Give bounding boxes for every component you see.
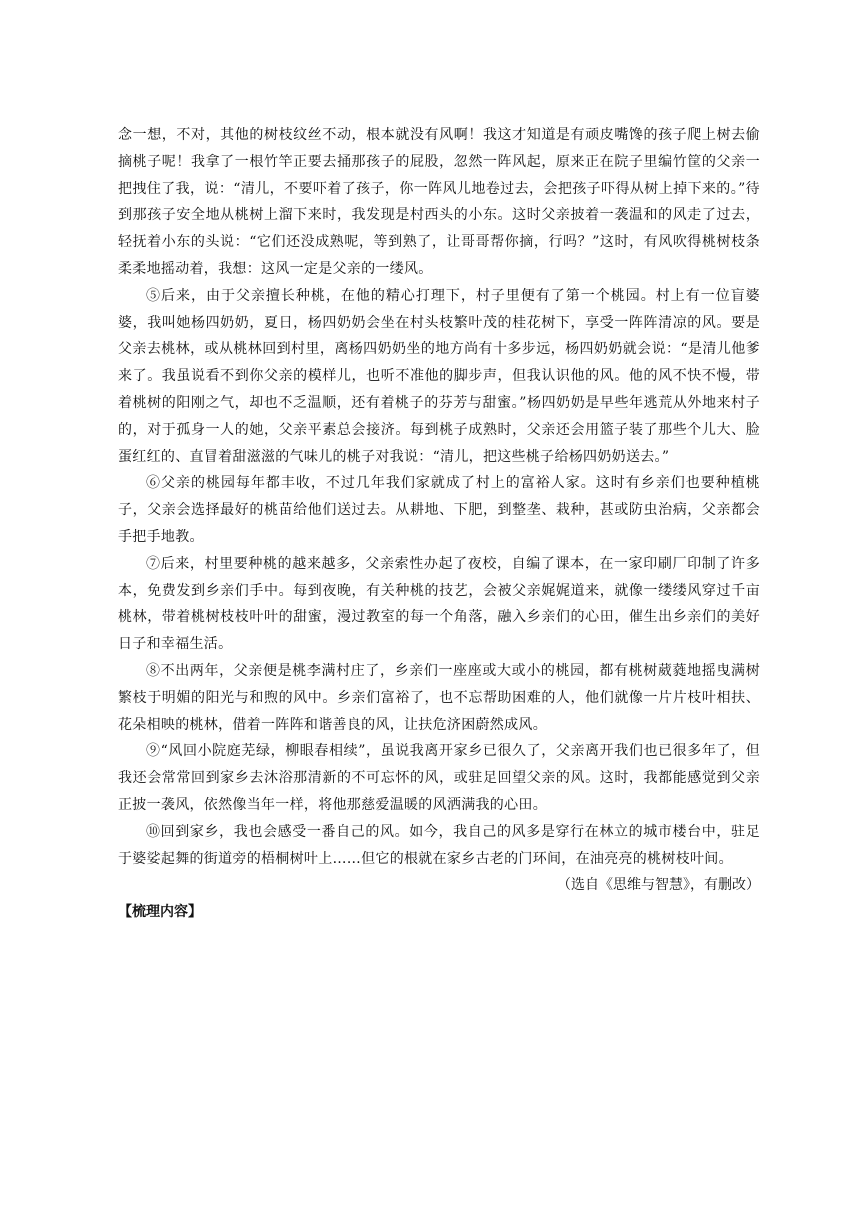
article-paragraph-10: ⑩回到家乡，我也会感受一番自己的风。如今，我自己的风多是穿行在林立的城市楼台中，驻足于婆娑起舞的街道旁的梧桐树叶上……但它的根就在家乡古老的门环间，在油亮亮的桃树枝叶间。 bbox=[118, 823, 760, 867]
article-paragraph-continued: 念一想，不对，其他的树枝纹丝不动，根本就没有风啊！我这才知道是有顽皮嘴馋的孩子爬上树去偷摘桃子呢！我拿了一根竹竿正要去捅那孩子的屁股，忽然一阵风起，原来正在院子里编竹筐的父亲一把拽住了我，说：“清儿，不要吓着了孩子，你一阵风儿地卷过去，会把孩子吓得从树上掉下来的。”待到那孩子安全地从桃树上溜下来时，我发现是村西头的小东。这时父亲披着一袭温和的风走了过去，轻抚着小东的头说：“它们还没成熟呢，等到熟了，让哥哥帮你摘，行吗？”这时，有风吹得桃树枝条柔柔地摇动着，我想：这风一定是父亲的一缕风。 bbox=[118, 127, 760, 277]
article-paragraph-9: ⑨“风回小院庭芜绿，柳眼春相续”，虽说我离开家乡已很久了，父亲离开我们也已很多年了，但我还会常常回到家乡去沐浴那清新的不可忘怀的风，或驻足回望父亲的风。这时，我都能感觉到父亲正披一袭风，依然像当年一样，将他那慈爱温暖的风洒满我的心田。 bbox=[118, 743, 760, 813]
article-paragraph-5: ⑤后来，由于父亲擅长种桃，在他的精心打理下，村子里便有了第一个桃园。村上有一位盲婆婆，我叫她杨四奶奶，夏日，杨四奶奶会坐在村头枝繁叶茂的桂花树下，享受一阵阵清凉的风。要是父亲去桃林，或从桃林回到村里，离杨四奶奶坐的地方尚有十多步远，杨四奶奶就会说：“是清儿他爹来了。我虽说看不到你父亲的模样儿，也听不准他的脚步声，但我认识他的风。他的风不快不慢，带着桃树的阳刚之气，却也不乏温顺，还有着桃子的芬芳与甜蜜。”杨四奶奶是早些年逃荒从外地来村子的，对于孤身一人的她，父亲平素总会接济。每到桃子成熟时，父亲还会用篮子装了那些个儿大、脸蛋红红的、直冒着甜滋滋的气味儿的桃子对我说：“清儿，把这些桃子给杨四奶奶送去。” bbox=[118, 287, 760, 465]
source-citation: （选自《思维与智慧》，有删改） bbox=[557, 877, 760, 894]
article-paragraph-7: ⑦后来，村里要种桃的越来越多，父亲索性办起了夜校，自编了课本，在一家印刷厂印制了许多本，免费发到乡亲们手中。每到夜晚，有关种桃的技艺，会被父亲娓娓道来，就像一缕缕风穿过千亩桃林，带着桃树枝枝叶叶的甜蜜，漫过教室的每一个角落，融入乡亲们的心田，催生出乡亲们的美好日子和幸福生活。 bbox=[118, 555, 760, 653]
article-paragraph-6: ⑥父亲的桃园每年都丰收，不过几年我们家就成了村上的富裕人家。这时有乡亲们也要种植桃子，父亲会选择最好的桃苗给他们送过去。从耕地、下肥，到整垄、栽种，甚或防虫治病，父亲都会手把手地教。 bbox=[118, 475, 760, 545]
section-heading: 【梳理内容】 bbox=[118, 904, 202, 921]
article-paragraph-8: ⑧不出两年，父亲便是桃李满村庄了，乡亲们一座座或大或小的桃园，都有桃树葳蕤地摇曳满树繁枝于明媚的阳光与和煦的风中。乡亲们富裕了，也不忘帮助困难的人，他们就像一片片枝叶相扶、花朵相映的桃林，借着一阵阵和谐善良的风，让扶危济困蔚然成风。 bbox=[118, 662, 760, 733]
article-body bbox=[118, 122, 760, 926]
